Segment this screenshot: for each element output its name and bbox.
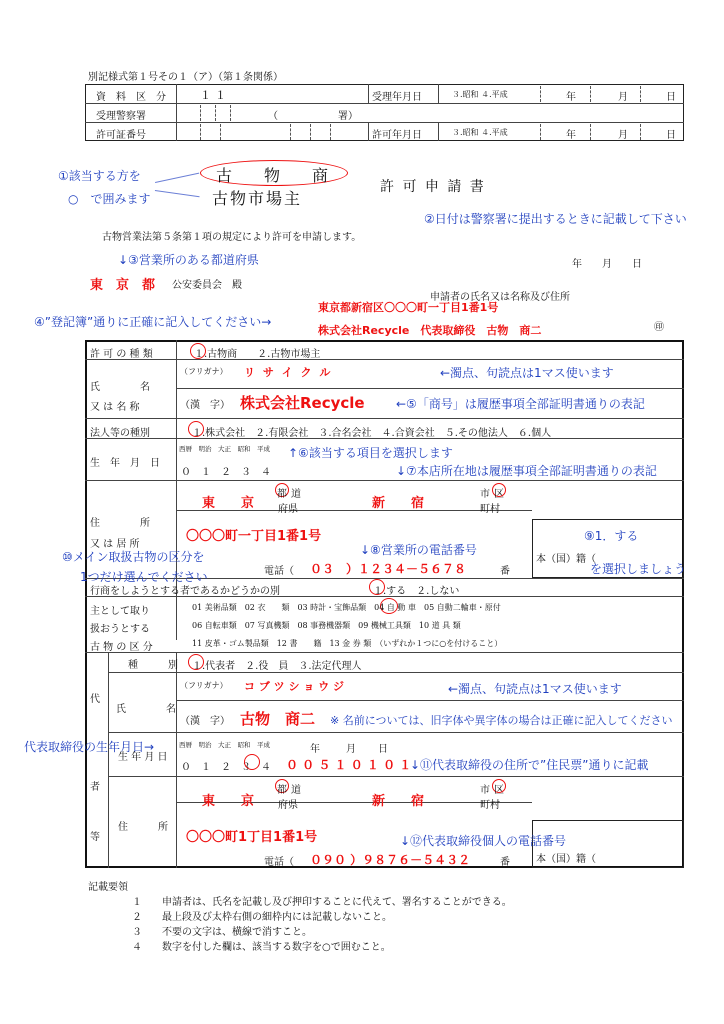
kobutsu-row-3: 11 皮革・ゴム製品類 12 書 籍 13 金 券 類 （いずれか１つに○を付けること） — [192, 639, 503, 648]
rep-nen: 年 — [310, 744, 320, 755]
rep-jusho-label: 住 所 — [118, 822, 168, 833]
note-10: ⑩メイン取扱古物の区分を — [62, 550, 205, 564]
kyoka-date-label: 許可年月日 — [372, 130, 422, 141]
shi-char: 市 — [480, 489, 490, 500]
juri-year: 年 — [566, 92, 576, 103]
city-value: 新 宿 — [372, 496, 425, 511]
shiryo-label: 資 料 区 分 — [96, 92, 166, 103]
note-2: ②日付は警察署に提出するときに記載して下さい — [424, 212, 687, 226]
juri-police-label: 受理警察署 — [96, 111, 146, 122]
ku-char: 区 — [494, 489, 504, 500]
rep-kanji-value: 古物 商二 — [240, 710, 316, 728]
honseki-label: 本（国）籍（ — [536, 554, 596, 565]
rep-machi-mura: 町村 — [480, 800, 500, 811]
kyoka-month: 月 — [618, 130, 628, 141]
note-3: ↓③営業所のある都道府県 — [118, 253, 259, 267]
note-1: ①該当する方を — [58, 169, 141, 183]
rep-birth-label: 生 年 月 日 — [118, 752, 168, 763]
furigana-value: リ サ イ ク ル — [244, 366, 333, 379]
rep-era-numbers: ０ １ ２ ３ ４ — [181, 762, 271, 773]
era-numbers: ０ １ ２ ３ ４ — [181, 467, 271, 478]
prefecture: 東 京 都 — [90, 278, 156, 293]
rep-ku: 区 — [494, 785, 504, 796]
note-6: ↑⑥該当する項目を選択します — [288, 446, 453, 460]
era-labels: 西暦 明治 大正 昭和 平成 — [179, 445, 270, 453]
rep-do: 道 — [291, 785, 301, 796]
rep-furigana-value: コ ブ ツ シ ョ ウ ジ — [244, 680, 344, 693]
note-11: ↓⑪代表取締役の住所で”住民票”通りに記載 — [410, 758, 649, 772]
gyosho-label: 行商をしようとする者であるかどうかの別 — [90, 586, 280, 597]
jusho-label: 住 所 — [90, 518, 150, 529]
note-10b: 1つだけ選んでください — [80, 570, 208, 584]
note-8: ↓⑧営業所の電話番号 — [360, 543, 477, 557]
rep-tel-value: ０９０ ）９８７６－５４３２ — [310, 853, 471, 867]
rep-tel-label: 電話（ — [264, 857, 294, 868]
rep-to: 都 — [277, 785, 287, 796]
kanji-note: ※ 名前については、旧字体や異字体の場合は正確に記入してください — [330, 714, 673, 727]
address-value: 〇〇〇町一丁目1番1号 — [186, 529, 322, 544]
kyoka-year: 年 — [566, 130, 576, 141]
applicant-label: 申請者の氏名又は名称及び住所 — [430, 292, 570, 303]
rep-kanji-label: （漢 字） — [180, 716, 230, 727]
rep-furigana-label: （フリガナ） — [180, 681, 228, 690]
kanji-label: （漢 字） — [180, 400, 230, 411]
rep-name-label: 氏 名 — [116, 704, 176, 715]
law-text: 古物営業法第５条第１項の規定により許可を申請します。 — [102, 232, 362, 243]
dakuten-note-2: ←濁点、句読点は1マス使います — [448, 682, 622, 696]
to-label: 等 — [90, 832, 100, 843]
rep-era-labels: 西暦 明治 大正 昭和 平成 — [179, 741, 270, 749]
gyosho-options: １.する ２.しない — [373, 586, 460, 597]
rep-shi: 市 — [480, 785, 490, 796]
kobutsu-label-2: 扱おうとする — [90, 624, 150, 635]
kobutsu-sho: 古 物 商 — [216, 166, 329, 185]
note-4: ④”登記簿”通りに正確に記入してください→ — [34, 315, 272, 329]
seal: ㊞ — [654, 322, 664, 333]
rep-address: 〇〇〇町1丁目1番1号 — [186, 830, 318, 845]
kobutsu-ichiba: 古物市場主 — [212, 189, 303, 208]
furigana-label: （フリガナ） — [180, 367, 228, 376]
machi-mura: 町村 — [480, 504, 500, 515]
meisho-label: 又 は 名 称 — [90, 402, 140, 413]
kyoka-shinsei: 許 可 申 請 書 — [380, 179, 486, 195]
hojin-label: 法人等の種別 — [90, 428, 150, 439]
kobutsu-label-1: 主として取り — [90, 606, 150, 617]
tel-value: ０３ ）１２３４－５６７８ — [310, 562, 467, 576]
note-item-3: ３ 不要の文字は、横線で消すこと。 — [132, 927, 312, 938]
shubetsu-options: １.代表者 ２.役 員 ３.法定代理人 — [192, 661, 362, 672]
kyoka-type-options: １.古物商 ２.古物市場主 — [194, 349, 321, 360]
rep-birth-value: ０ ０ ５ １ ０ １ ０ １ — [286, 758, 412, 772]
birth-note: 代表取締役の生年月日→ — [24, 740, 155, 754]
note-5: ←⑤「商号」は履歴事項全部証明書通りの表記 — [396, 397, 645, 411]
kobutsu-row-1: 01 美術品類 02 衣 類 03 時計・宝飾品類 04 自 動 車 05 自動二輪車・原付 — [192, 603, 501, 612]
fu-ken: 府県 — [278, 504, 298, 515]
police-paren: （ — [268, 111, 278, 122]
note-9: ⑨1．する — [584, 529, 639, 543]
rep-hi: 日 — [378, 744, 388, 755]
kyoka-number-label: 許可証番号 — [96, 130, 146, 141]
shiryo-value: １１ — [200, 89, 230, 102]
applicant-address: 東京都新宿区〇〇〇町一丁目1番1号 — [318, 301, 499, 314]
rep-fu-ken: 府県 — [278, 800, 298, 811]
dai-char: 代 — [90, 694, 100, 705]
note-9b: を選択しましょう — [590, 562, 687, 576]
hojin-options: １.株式会社 ２.有限会社 ３.合名会社 ４.合資会社 ５.その他法人 ６.個人 — [192, 428, 552, 439]
rep-ban: 番 — [500, 857, 510, 868]
juri-era: ３.昭和 ４.平成 — [452, 90, 508, 99]
rep-pref: 東 京 — [202, 794, 255, 809]
kyoka-day: 日 — [666, 130, 676, 141]
kobutsu-row-2: 06 自転車類 07 写真機類 08 事務機器類 09 機械工具類 10 道 具 類 — [192, 621, 461, 630]
pref-value: 東 京 — [202, 496, 255, 511]
note-12: ↓⑫代表取締役個人の電話番号 — [400, 834, 567, 848]
applicant-name: 株式会社Recycle 代表取締役 古物 商二 — [318, 324, 542, 337]
sha-char: 者 — [90, 782, 100, 793]
do-char: 道 — [291, 489, 301, 500]
note-1b: ○ で囲みます — [68, 192, 151, 206]
note-item-1: １ 申請者は、氏名を記載し及び押印することに代えて、署名することができる。 — [132, 897, 512, 908]
note-7: ↓⑦本店所在地は履歴事項全部証明書通りの表記 — [396, 464, 657, 478]
kouan-iinkai: 公安委員会 殿 — [172, 280, 242, 291]
juri-day: 日 — [666, 92, 676, 103]
kyoka-era: ３.昭和 ４.平成 — [452, 128, 508, 137]
dakuten-note-1: ←濁点、句読点は1マス使います — [440, 366, 614, 380]
kobutsu-label-3: 古 物 の 区 分 — [90, 642, 153, 653]
kyoka-type-label: 許 可 の 種 類 — [90, 349, 153, 360]
juri-month: 月 — [618, 92, 628, 103]
note-item-4: ４ 数字を付した欄は、該当する数字を○で囲むこと。 — [132, 942, 391, 953]
ban-char: 番 — [500, 566, 510, 577]
shimei-label: 氏 名 — [90, 382, 150, 393]
form-title: 別記様式第１号その１（ア）（第１条関係） — [88, 72, 283, 83]
juri-date-label: 受理年月日 — [372, 92, 422, 103]
note-item-2: ２ 最上段及び太枠右側の細枠内には記載しないこと。 — [132, 912, 392, 923]
rep-honseki: 本（国）籍（ — [536, 854, 596, 865]
application-date: 年 月 日 — [572, 259, 642, 270]
rep-tsuki: 月 — [346, 744, 356, 755]
rep-city: 新 宿 — [372, 794, 425, 809]
notes-title: 記載要領 — [88, 882, 128, 893]
to-char: 都 — [277, 489, 287, 500]
kyosho-label: 又 は 居 所 — [90, 539, 140, 550]
birthdate-label: 生 年 月 日 — [90, 458, 160, 469]
tel-label: 電話（ — [264, 566, 294, 577]
company-name: 株式会社Recycle — [240, 394, 365, 412]
police-sho: 署） — [338, 111, 358, 122]
shubetsu-label: 種 別 — [128, 660, 178, 671]
